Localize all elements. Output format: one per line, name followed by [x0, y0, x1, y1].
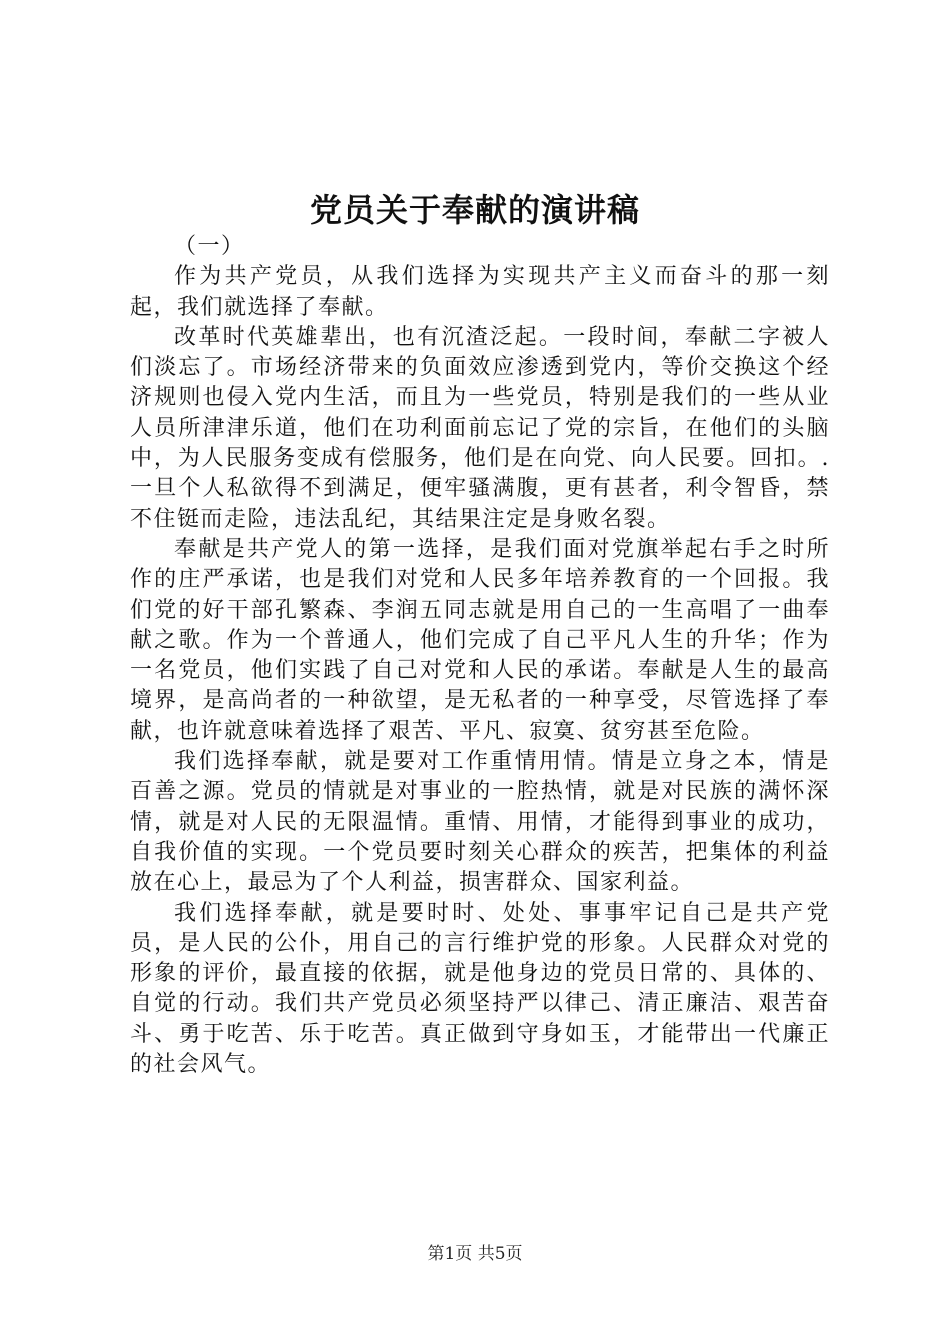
- paragraph: 我们选择奉献，就是要对工作重情用情。情是立身之本，情是百善之源。党员的情就是对事业的一腔热情，就是对民族的满怀深情，就是对人民的无限温情。重情、用情，才能得到事业的成功，自我价值的实现。一个党员要时刻关心群众的疾苦，把集体的利益放在心上，最忌为了个人利益，损害群众、国家利益。: [130, 749, 830, 896]
- section-label: （一）: [174, 234, 245, 259]
- document-title: 党员关于奉献的演讲稿: [309, 191, 640, 229]
- paragraph: 作为共产党员，从我们选择为实现共产主义而奋斗的那一刻起，我们就选择了奉献。: [130, 264, 830, 320]
- paragraph: 改革时代英雄辈出，也有沉渣泛起。一段时间，奉献二字被人们淡忘了。市场经济带来的负面效应渗透到党内，等价交换这个经济规则也侵入党内生活，而且为一些党员，特别是我们的一些从业人员所津津乐道，他们在功利面前忘记了党的宗旨，在他们的头脑中，为人民服务变成有偿服务，他们是在向党、向人民要。回扣。.一旦个人私欲得不到满足，便牢骚满腹，更有甚者，利令智昏，禁不住铤而走险，违法乱纪，其结果注定是身败名裂。: [130, 324, 830, 532]
- paragraph: 我们选择奉献，就是要时时、处处、事事牢记自己是共产党员，是人民的公仆，用自己的言行维护党的形象。人民群众对党的形象的评价，最直接的依据，就是他身边的党员日常的、具体的、自觉的行动。我们共产党员必须坚持严以律己、清正廉洁、艰苦奋斗、勇于吃苦、乐于吃苦。真正做到守身如玉，才能带出一代廉正的社会风气。: [130, 900, 830, 1078]
- paragraph: 奉献是共产党人的第一选择，是我们面对党旗举起右手之时所作的庄严承诺，也是我们对党和人民多年培养教育的一个回报。我们党的好干部孔繁森、李润五同志就是用自己的一生高唱了一曲奉献之歌。作为一个普通人，他们完成了自己平凡人生的升华；作为一名党员，他们实践了自己对党和人民的承诺。奉献是人生的最高境界，是高尚者的一种欲望，是无私者的一种享受，尽管选择了奉献，也许就意味着选择了艰苦、平凡、寂寞、贫穷甚至危险。: [130, 536, 830, 744]
- document-body: [130, 232, 830, 1080]
- page-number: 第1页 共5页: [427, 1244, 523, 1264]
